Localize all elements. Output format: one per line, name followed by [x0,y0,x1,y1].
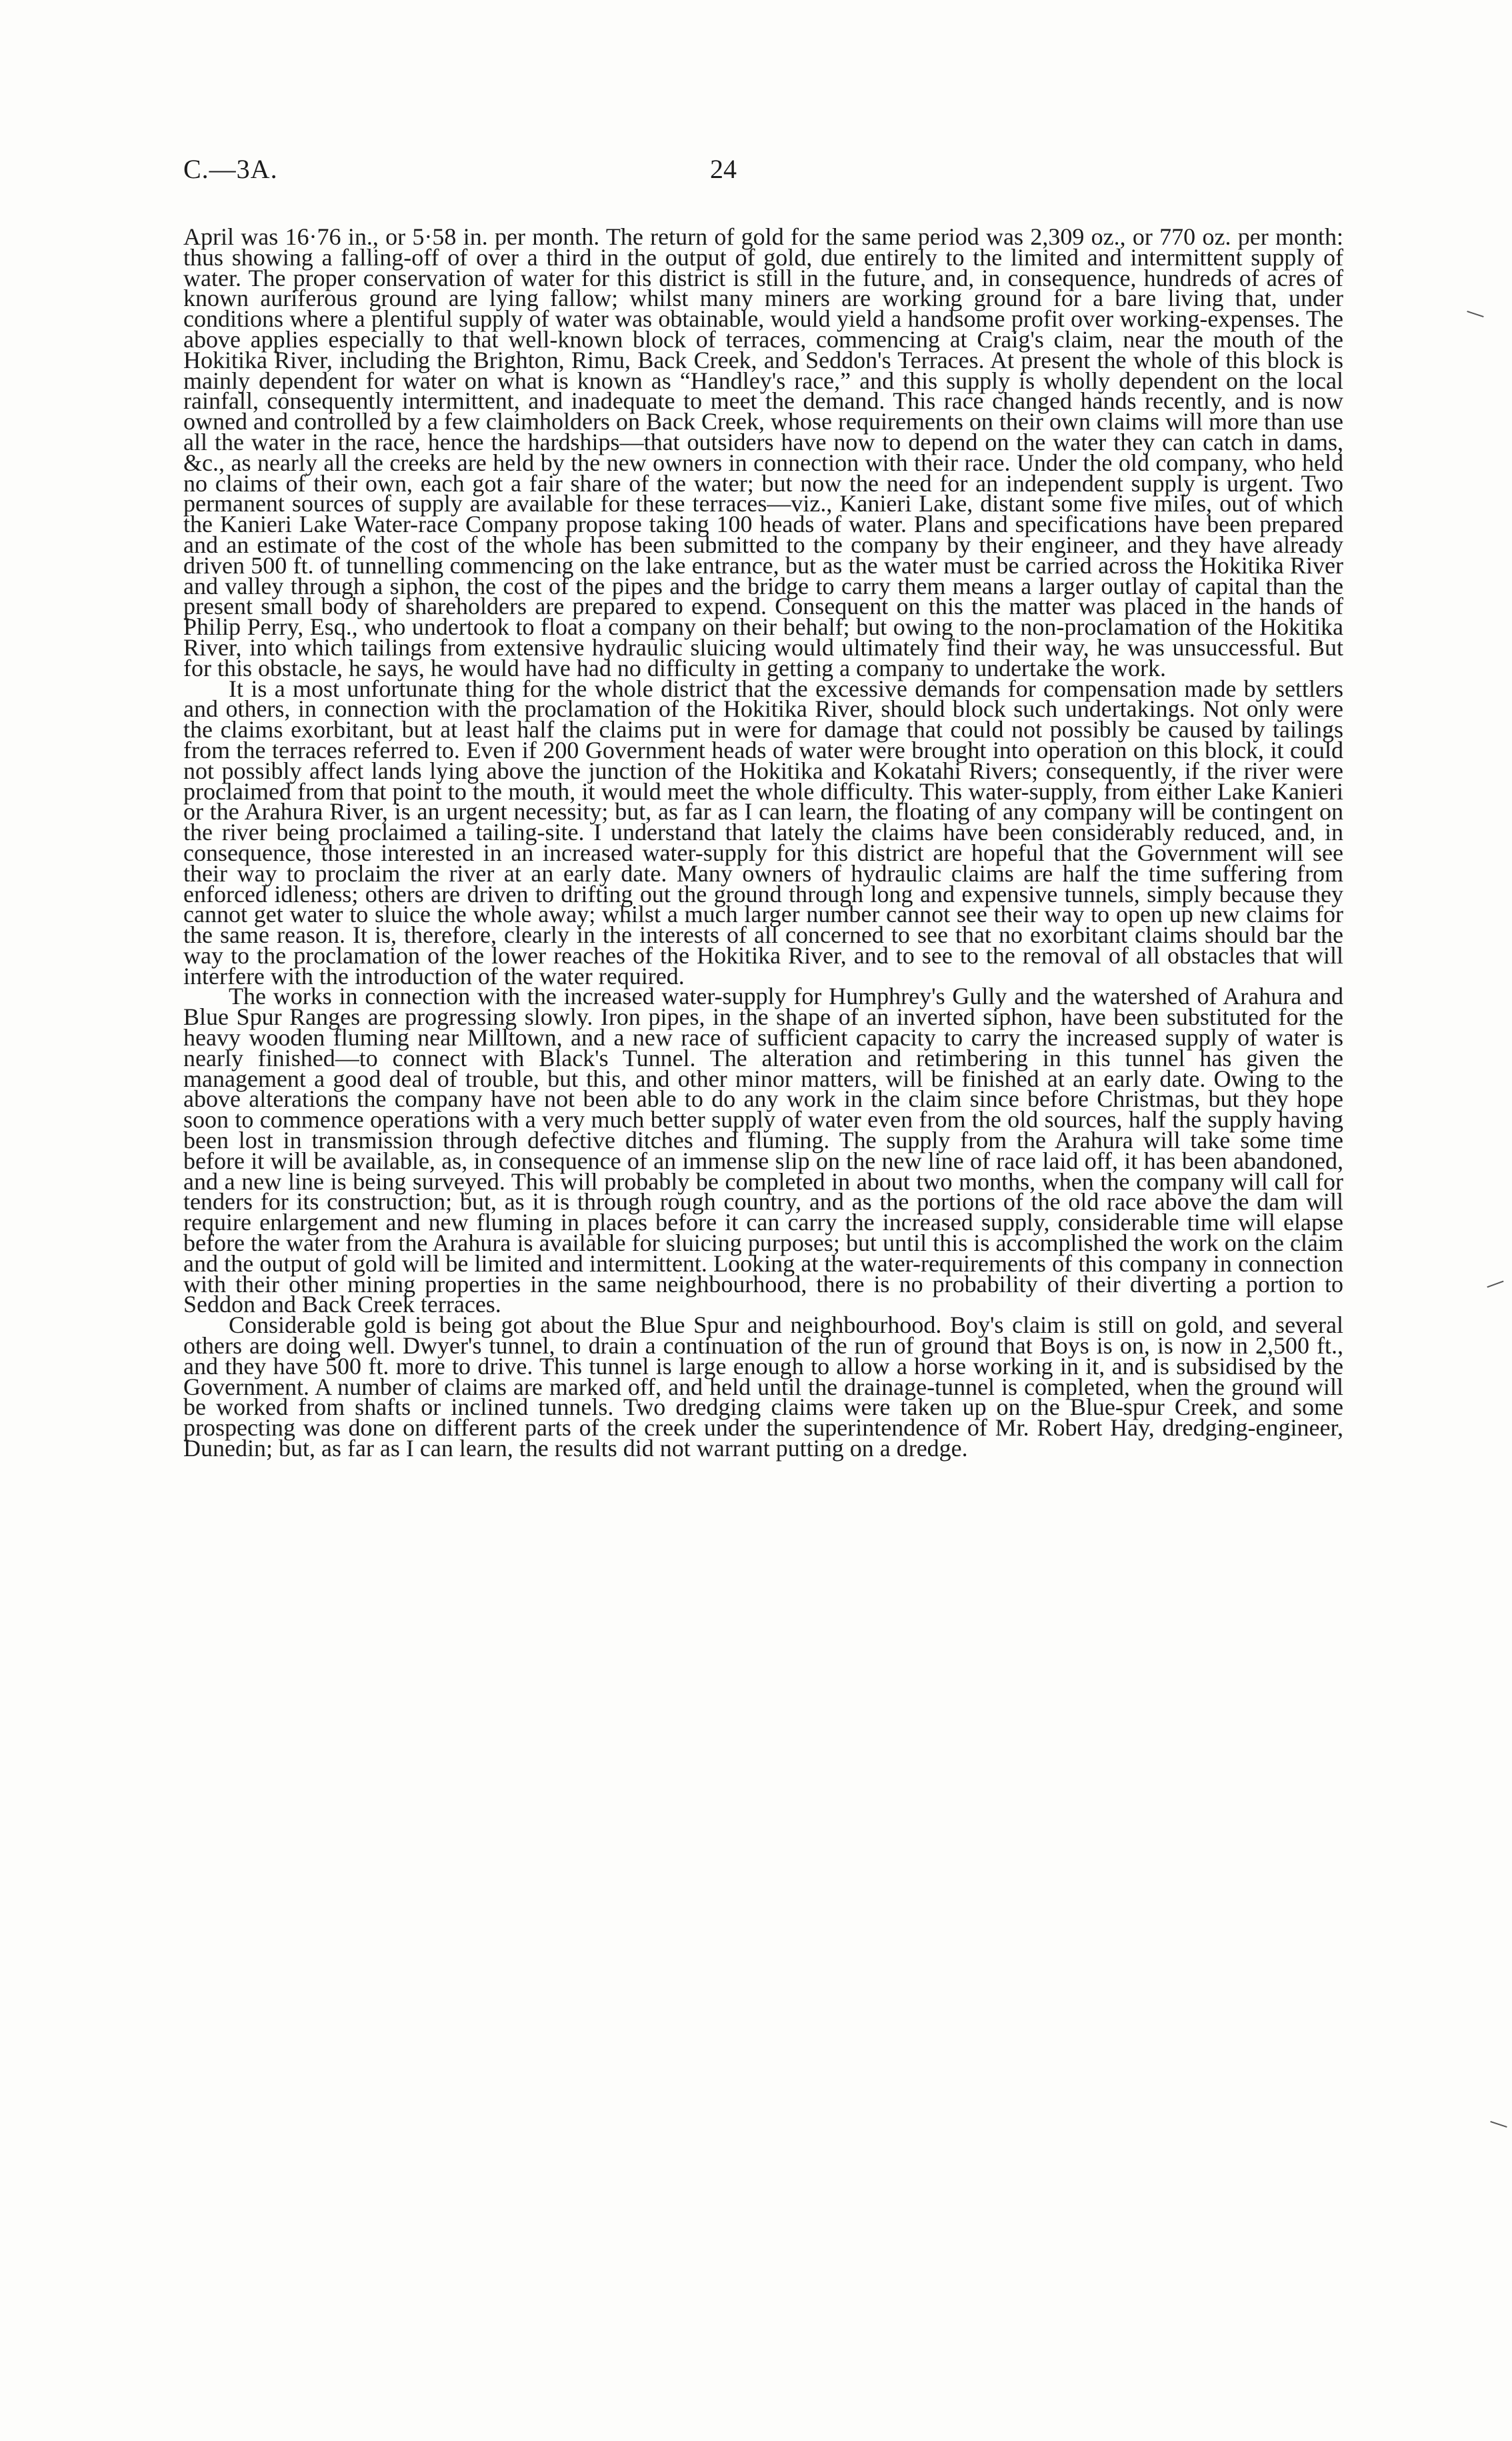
page-header [183,153,1343,193]
page-number: 24 [710,154,737,184]
paragraph-4: Considerable gold is being got about the Blue Spur and neighbourhood. Boy's claim is still on gold, and several others are doing well. Dwyer's tunnel, to drain a continuation of the run of ground that Boys is on, is now in 2,500 ft., and they have 500 ft. more to drive. This tunnel is large enough to allow a horse working in it, and is subsidised by the Government. A number of claims are marked off, and held until the drainage-tunnel is completed, when the ground will be worked from shafts or inclined tunnels. Two dredging claims were taken up on the Blue-spur Creek, and some prospecting was done on different parts of the creek under the superintendence of Mr. Robert Hay, dredging-engineer, Dunedin; but, as far as I can learn, the results did not warrant putting on a dredge. [183,1312,1343,1462]
document-reference: C.—3A. [183,154,278,184]
margin-mark [1467,311,1483,317]
paragraph-2: It is a most unfortunate thing for the whole district that the excessive demands for compensation made by settlers and others, in connection with the proclamation of the Hokitika River, should block such undertakings. Not only were the claims exorbitant, but at least half the claims put in were for damage that could not possibly be caused by tailings from the terraces referred to. Even if 200 Government heads of water were brought into operation on this block, it could not possibly affect lands lying above the junction of the Hokitika and Kokatahi Rivers; consequently, if the river were proclaimed from that point to the mouth, it would meet the whole difficulty. This water-supply, from either Lake Kanieri or the Arahura River, is an urgent necessity; but, as far as I can learn, the floating of any company will be contingent on the river being proclaimed a tailing-site. I understand that lately the claims have been considerably reduced, and, in consequence, those interested in an increased water-supply for this district are hopeful that the Government will see their way to proclaim the river at an early date. Many owners of hydraulic claims are half the time suffering from enforced idleness; others are driven to drifting out the ground through long and expensive tunnels, simply because they cannot get water to sluice the whole away; whilst a much larger number cannot see their way to open up new claims for the same reason. It is, therefore, clearly in the interests of all concerned to see that no exorbitant claims should bar the way to the proclamation of the lower reaches of the Hokitika River, and to see to the removal of all obstacles that will interfere with the introduction of the water required. [183,675,1343,989]
paragraph-1: April was 16·76 in., or 5·58 in. per month. The return of gold for the same period was 2,309 oz., or 770 oz. per month: thus showing a falling-off of over a third in the output of gold, due entirely to the limited and intermittent supply of water. The proper conservation of water for this district is still in the future, and, in consequence, hundreds of acres of known auriferous ground are lying fallow; whilst many miners are working ground for a bare living that, under conditions where a plentiful supply of water was obtainable, would yield a handsome profit over working-expenses. The above applies especially to that well-known block of terraces, commencing at Craig's claim, near the mouth of the Hokitika River, including the Brighton, Rimu, Back Creek, and Seddon's Terraces. At present the whole of this block is mainly dependent for water on what is known as “Handley's race,” and this supply is wholly dependent on the local rainfall, consequently intermittent, and inadequate to meet the demand. This race changed hands recently, and is now owned and controlled by a few claimholders on Back Creek, whose requirements on their own claims will more than use all the water in the race, hence the hardships—that outsiders have now to depend on the water they can catch in dams, &c., as nearly all the creeks are held by the new owners in connection with their race. Under the old company, who held no claims of their own, each got a fair share of the water; but now the need for an independent supply is urgent. Two permanent sources of supply are available for these terraces—viz., Kanieri Lake, distant some five miles, out of which the Kanieri Lake Water-race Company propose taking 100 heads of water. Plans and specifications have been prepared and an estimate of the cost of the whole has been submitted to the company by their engineer, and they have already driven 500 ft. of tunnelling commencing on the lake entrance, but as the water must be carried across the Hokitika River and valley through a siphon, the cost of the pipes and the bridge to carry them means a larger outlay of capital than the present small body of shareholders are prepared to expend. Consequent on this the matter was placed in the hands of Philip Perry, Esq., who undertook to float a company on their behalf; but owing to the non-proclamation of the Hokitika River, into which tailings from extensive hydraulic sluicing would ultimately find their way, he was unsuccessful. But for this obstacle, he says, he would have had no difficulty in getting a company to undertake the work. [183,223,1343,681]
paragraph-3: The works in connection with the increased water-supply for Humphrey's Gully and the watershed of Arahura and Blue Spur Ranges are progressing slowly. Iron pipes, in the shape of an inverted siphon, have been substituted for the heavy wooden fluming near Milltown, and a new race of sufficient capacity to carry the increased supply of water is nearly finished—to connect with Black's Tunnel. The alteration and retimbering in this tunnel has given the management a good deal of trouble, but this, and other minor matters, will be finished at an early date. Owing to the above alterations the company have not been able to do any work in the claim since before Christmas, but they hope soon to commence operations with a very much better supply of water even from the old sources, half the supply having been lost in transmission through defective ditches and fluming. The supply from the Arahura will take some time before it will be available, as, in consequence of an immense slip on the new line of race laid off, it has been abandoned, and a new line is being surveyed. This will probably be completed in about two months, when the company will call for tenders for its construction; but, as it is through rough country, and as the portions of the old race above the dam will require enlargement and new fluming in places before it can carry the increased supply, considerable time will elapse before the water from the Arahura is available for sluicing purposes; but until this is accomplished the work on the claim and the output of gold will be limited and intermittent. Looking at the water-requirements of this company in connection with their other mining properties in the same neighbourhood, there is no probability of their diverting a portion to Seddon and Back Creek terraces. [183,983,1343,1318]
margin-mark [1490,2121,1507,2128]
margin-mark [1487,1281,1503,1288]
body-text [183,223,1343,1462]
